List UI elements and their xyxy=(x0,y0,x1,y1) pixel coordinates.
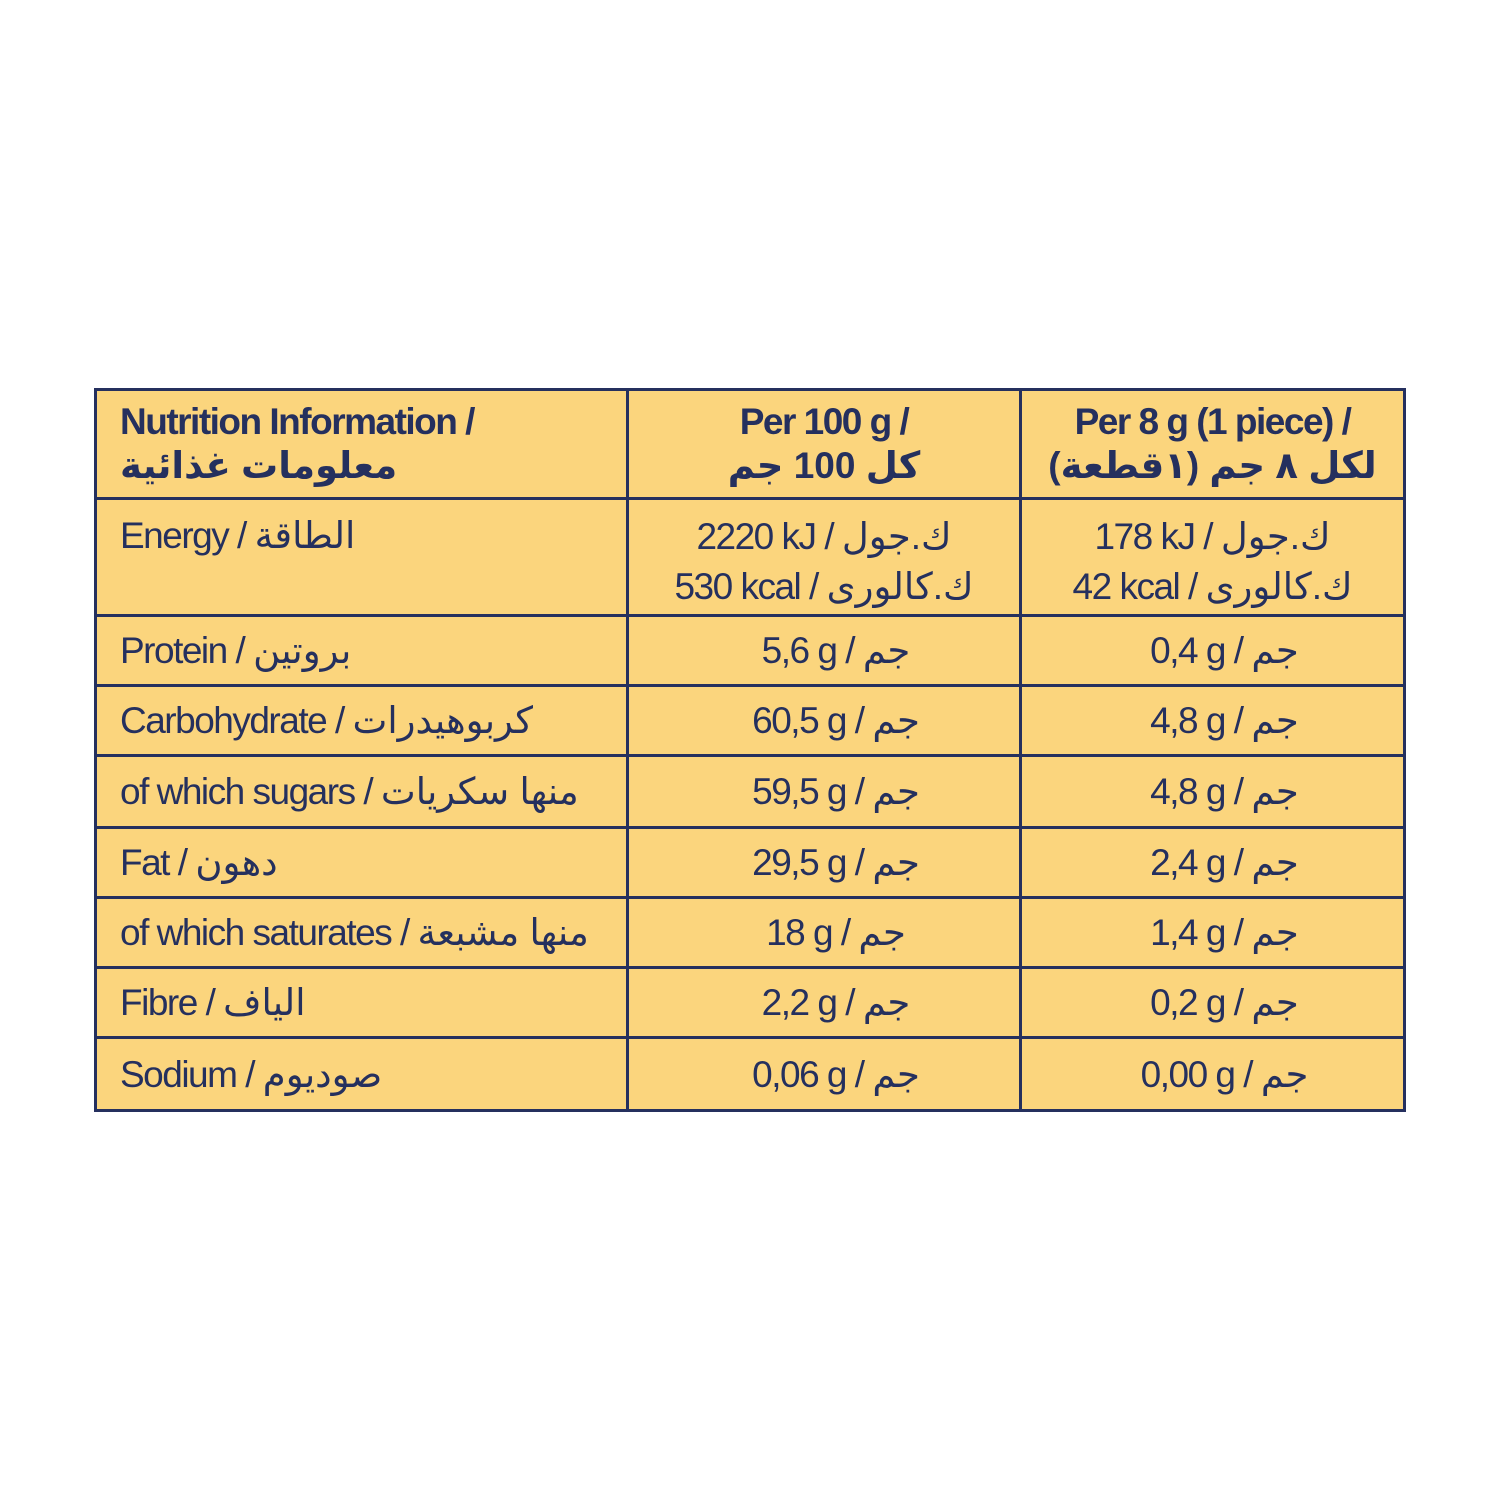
saturates-per-8g-value: 1,4 g / جم xyxy=(1150,912,1299,953)
energy-per-8g xyxy=(1022,500,1403,617)
fibre-per-8g xyxy=(1022,969,1403,1039)
fat-per-8g xyxy=(1022,829,1403,899)
energy-per-100g-kcal: 530 kcal / ك.كالورى xyxy=(674,566,974,607)
energy-per-100g-kj: 2220 kJ / ك.جول xyxy=(696,516,952,557)
row-label-fibre: Fibre / الياف xyxy=(97,969,629,1039)
row-label-sugars: of which sugars / منها سكريات xyxy=(97,757,629,829)
sodium-per-100g-value: 0,06 g / جم xyxy=(752,1053,920,1095)
sugars-per-8g-value: 4,8 g / جم xyxy=(1150,771,1299,812)
row-label-saturates: of which saturates / منها مشبعة xyxy=(97,899,629,969)
fat-per-100g-value: 29,5 g / جم xyxy=(752,842,920,883)
fibre-per-100g xyxy=(629,969,1022,1039)
sugars-per-8g xyxy=(1022,757,1403,829)
fat-per-8g-value: 2,4 g / جم xyxy=(1150,842,1299,883)
header-per-8g xyxy=(1022,391,1403,500)
energy-per-8g-kj: 178 kJ / ك.جول xyxy=(1094,516,1331,557)
header-col1-en: Nutrition Information / xyxy=(120,401,474,442)
carbohydrate-per-100g-value: 60,5 g / جم xyxy=(752,700,920,741)
energy-per-8g-kcal: 42 kcal / ك.كالورى xyxy=(1072,566,1353,607)
protein-per-8g xyxy=(1022,617,1403,687)
fibre-per-8g-value: 0,2 g / جم xyxy=(1150,982,1299,1023)
fibre-per-100g-value: 2,2 g / جم xyxy=(761,982,911,1023)
sugars-per-100g-value: 59,5 g / جم xyxy=(752,771,920,812)
row-label-sodium: Sodium / صوديوم xyxy=(97,1039,629,1109)
saturates-per-8g xyxy=(1022,899,1403,969)
header-col2-en: Per 100 g / xyxy=(739,401,909,442)
carbohydrate-per-8g xyxy=(1022,687,1403,757)
row-label-carbohydrate: Carbohydrate / كربوهيدرات xyxy=(97,687,629,757)
protein-per-100g xyxy=(629,617,1022,687)
saturates-per-100g xyxy=(629,899,1022,969)
row-label-protein: Protein / بروتين xyxy=(97,617,629,687)
saturates-per-100g-value: 18 g / جم xyxy=(766,912,906,953)
header-col3-en: Per 8 g (1 piece) / xyxy=(1074,401,1351,442)
energy-per-100g xyxy=(629,500,1022,617)
sodium-per-8g-value: 0,00 g / جم xyxy=(1140,1053,1309,1095)
header-col3-ar: لكل ٨ جم (١قطعة) xyxy=(1048,445,1377,486)
protein-per-100g-value: 5,6 g / جم xyxy=(761,630,911,671)
header-col1-ar: معلومات غذائية xyxy=(120,445,398,486)
header-nutrition-information xyxy=(97,391,629,500)
carbohydrate-per-100g xyxy=(629,687,1022,757)
sodium-per-100g xyxy=(629,1039,1022,1109)
protein-per-8g-value: 0,4 g / جم xyxy=(1150,630,1299,671)
carbohydrate-per-8g-value: 4,8 g / جم xyxy=(1150,700,1299,741)
header-per-100g xyxy=(629,391,1022,500)
fat-per-100g xyxy=(629,829,1022,899)
header-col2-ar: كل 100 جم xyxy=(727,445,921,486)
row-label-fat: Fat / دهون xyxy=(97,829,629,899)
sodium-per-8g xyxy=(1022,1039,1403,1109)
nutrition-table xyxy=(94,388,1406,1112)
row-label-energy: Energy / الطاقة xyxy=(97,500,629,617)
sugars-per-100g xyxy=(629,757,1022,829)
